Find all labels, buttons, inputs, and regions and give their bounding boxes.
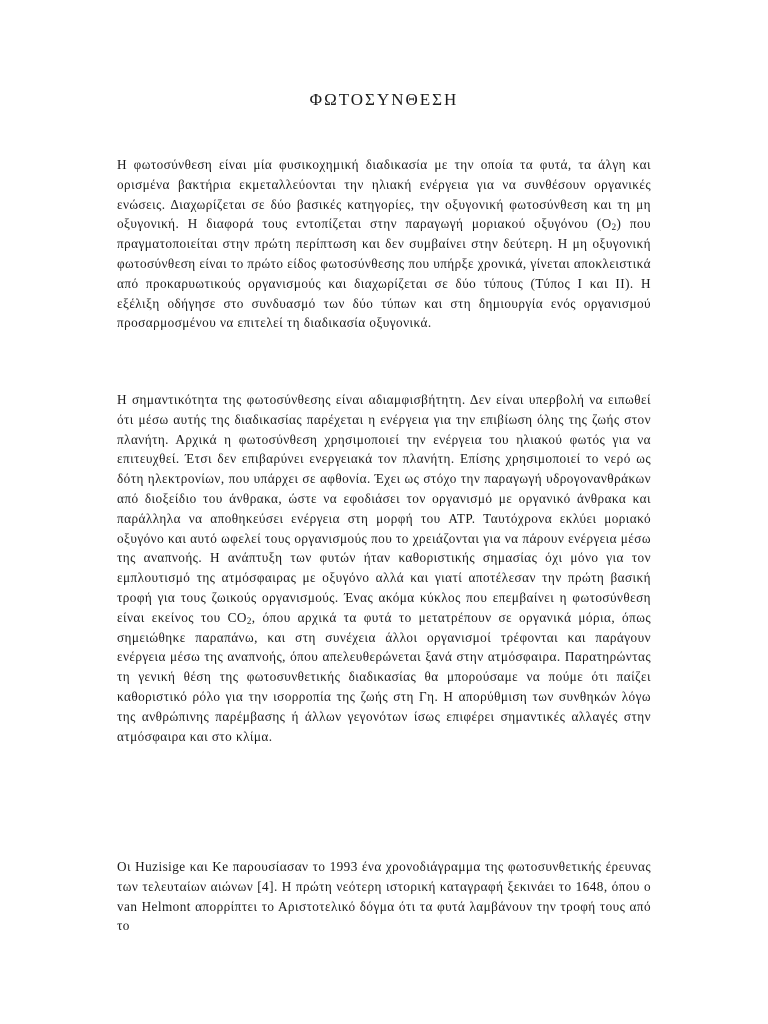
paragraph-text: Η φωτοσύνθεση είναι μία φυσικοχημική διαδικασία με την οποία τα φυτά, τα άλγη και ορισμένα βακτήρια εκμεταλλεύονται την ηλιακή ενέργεια για να συνθέσουν οργανικές ενώσεις. Διαχωρίζεται σε δύο βασικές κατηγορίες, την οξυγονική φωτοσύνθεση και τη μη οξυγονική. Η διαφορά τους εντοπίζεται στην παραγωγή μοριακού οξυγόνου (O	[117, 157, 651, 232]
paragraph-text: ) που πραγματοποιείται στην πρώτη περίπτωση και δεν συμβαίνει στην δεύτερη. Η μη οξυγονική φωτοσύνθεση είναι το πρώτο είδος φωτοσύνθεσης που υπήρξε χρονικά, γίνεται αποκλειστικά από προκαρυωτικούς οργανισμούς και διαχωρίζεται σε δύο τύπους (Τύπος Ι και ΙΙ). Η εξέλιξη οδήγησε στο συνδυασμό των δύο τύπων και στη δημιουργία ενός οργανισμού προσαρμοσμένου να επιτελεί τη διαδικασία οξυγονικά.	[117, 216, 651, 331]
paragraph-importance	[117, 390, 651, 746]
paragraph-introduction	[117, 155, 651, 333]
subscript: 2	[611, 222, 617, 233]
subscript: 2	[246, 615, 252, 626]
paragraph-text: , όπου αρχικά τα φυτά το μετατρέπουν σε οργανικά μόρια, όπως σημειώθηκε παραπάνω, και στη συνέχεια άλλοι οργανισμοί τρέφονται και παράγουν ενέργεια μέσω της αναπνοής, όπου απελευθερώνεται ξανά στην ατμόσφαιρα. Παρατηρώντας τη γενική θέση της φωτοσυνθετικής διαδικασίας θα μπορούσαμε να πούμε ότι παίζει καθοριστικό ρόλο για την ισορροπία της ζωής στη Γη. Η απορύθμιση των συνθηκών λόγω της ανθρώπινης παρέμβασης ή άλλων γεγονότων ίσως επιφέρει σημαντικές αλλαγές στην ατμόσφαιρα και στο κλίμα.	[117, 609, 652, 744]
paragraph-history: Οι Huzisige και Ke παρουσίασαν το 1993 ένα χρονοδιάγραμμα της φωτοσυνθετικής έρευνας των τελευταίων αιώνων [4]. Η πρώτη νεότερη ιστορική καταγραφή ξεκινάει το 1648, όπου ο van Helmont απορρίπτει το Αριστοτελικό δόγμα ότι τα φυτά λαμβάνουν την τροφή τους από το	[117, 859, 651, 934]
page-title: ΦΩΤΟΣΥΝΘΕΣΗ	[309, 90, 459, 109]
paragraph-text: Η σημαντικότητα της φωτοσύνθεσης είναι αδιαμφισβήτητη. Δεν είναι υπερβολή να ειπωθεί ότι μέσω αυτής της διαδικασίας παρέχεται η ενέργεια για την επιβίωση όλης της ζωής στον πλανήτη. Αρχικά η φωτοσύνθεση χρησιμοποιεί την ενέργεια του ηλιακού φωτός για να επιτευχθεί. Έτσι δεν επιβαρύνει ενεργειακά τον πλανήτη. Επίσης χρησιμοποιεί το νερό ως δότη ηλεκτρονίων, που υπάρχει σε αφθονία. Έχει ως στόχο την παραγωγή υδρογονανθράκων από διοξείδιο του άνθρακα, ώστε να εφοδιάσει τον οργανισμό με οργανικό άνθρακα και παράλληλα να αποθηκεύσει ενέργεια στη μορφή του ATP. Ταυτόχρονα εκλύει μοριακό οξυγόνο και αυτό ωφελεί τους οργανισμούς που το χρειάζονται για να πάρουν ενέργεια μέσω της αναπνοής. Η ανάπτυξη των φυτών ήταν καθοριστικής σημασίας όχι μόνο για τον εμπλουτισμό της ατμόσφαιρας με οξυγόνο αλλά και γιατί αποτέλεσαν την πρώτη βασική τροφή για τους ζωικούς οργανισμούς. Ένας ακόμα κύκλος που επεμβαίνει η φωτοσύνθεση είναι εκείνος του CO	[117, 392, 651, 625]
